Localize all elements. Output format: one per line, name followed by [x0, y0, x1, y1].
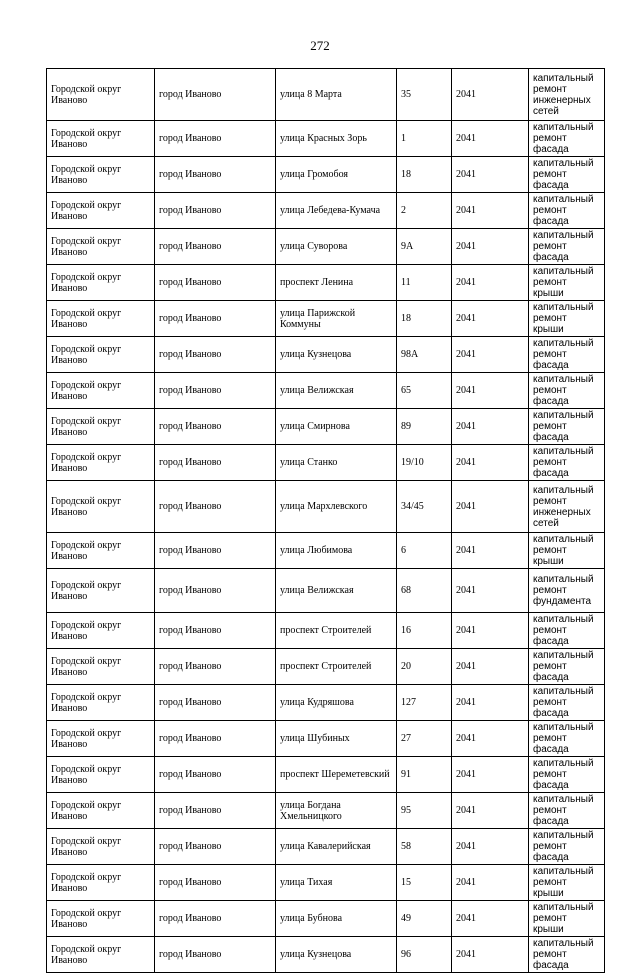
- house-number-cell: 89: [397, 409, 452, 445]
- repair-schedule-table: [46, 68, 605, 973]
- year-cell: 2041: [452, 193, 529, 229]
- city-cell: город Иваново: [155, 301, 276, 337]
- city-cell: город Иваново: [155, 265, 276, 301]
- table-row: [47, 685, 605, 721]
- year-cell: 2041: [452, 265, 529, 301]
- table-row: [47, 829, 605, 865]
- year-cell: 2041: [452, 757, 529, 793]
- table-row: [47, 481, 605, 533]
- table-row: [47, 757, 605, 793]
- street-cell: проспект Шереметевский: [276, 757, 397, 793]
- house-number-cell: 96: [397, 937, 452, 973]
- street-cell: улица Бубнова: [276, 901, 397, 937]
- year-cell: 2041: [452, 409, 529, 445]
- street-cell: улица Кавалерийская: [276, 829, 397, 865]
- year-cell: 2041: [452, 829, 529, 865]
- street-cell: улица Красных Зорь: [276, 121, 397, 157]
- year-cell: 2041: [452, 533, 529, 569]
- year-cell: 2041: [452, 337, 529, 373]
- work-type-cell: капитальный ремонт фасада: [529, 793, 605, 829]
- municipality-cell: Городской округ Иваново: [47, 445, 155, 481]
- municipality-cell: Городской округ Иваново: [47, 265, 155, 301]
- work-type-cell: капитальный ремонт крыши: [529, 865, 605, 901]
- house-number-cell: 49: [397, 901, 452, 937]
- municipality-cell: Городской округ Иваново: [47, 937, 155, 973]
- year-cell: 2041: [452, 721, 529, 757]
- city-cell: город Иваново: [155, 193, 276, 229]
- municipality-cell: Городской округ Иваново: [47, 533, 155, 569]
- house-number-cell: 34/45: [397, 481, 452, 533]
- table-row: [47, 533, 605, 569]
- year-cell: 2041: [452, 613, 529, 649]
- street-cell: улица Мархлевского: [276, 481, 397, 533]
- street-cell: улица Велижская: [276, 569, 397, 613]
- table-row: [47, 409, 605, 445]
- work-type-cell: капитальный ремонт фасада: [529, 409, 605, 445]
- municipality-cell: Городской округ Иваново: [47, 901, 155, 937]
- work-type-cell: капитальный ремонт фасада: [529, 937, 605, 973]
- table-row: [47, 865, 605, 901]
- street-cell: улица Станко: [276, 445, 397, 481]
- work-type-cell: капитальный ремонт крыши: [529, 533, 605, 569]
- municipality-cell: Городской округ Иваново: [47, 649, 155, 685]
- city-cell: город Иваново: [155, 757, 276, 793]
- work-type-cell: капитальный ремонт крыши: [529, 301, 605, 337]
- house-number-cell: 65: [397, 373, 452, 409]
- table-row: [47, 721, 605, 757]
- street-cell: улица Кузнецова: [276, 337, 397, 373]
- municipality-cell: Городской округ Иваново: [47, 373, 155, 409]
- work-type-cell: капитальный ремонт фасада: [529, 193, 605, 229]
- municipality-cell: Городской округ Иваново: [47, 613, 155, 649]
- city-cell: город Иваново: [155, 829, 276, 865]
- street-cell: улица 8 Марта: [276, 69, 397, 121]
- house-number-cell: 9А: [397, 229, 452, 265]
- work-type-cell: капитальный ремонт фасада: [529, 373, 605, 409]
- table-row: [47, 613, 605, 649]
- house-number-cell: 58: [397, 829, 452, 865]
- municipality-cell: Городской округ Иваново: [47, 757, 155, 793]
- year-cell: 2041: [452, 157, 529, 193]
- city-cell: город Иваново: [155, 157, 276, 193]
- work-type-cell: капитальный ремонт фасада: [529, 757, 605, 793]
- year-cell: 2041: [452, 569, 529, 613]
- street-cell: улица Лебедева-Кумача: [276, 193, 397, 229]
- municipality-cell: Городской округ Иваново: [47, 337, 155, 373]
- street-cell: улица Парижской Коммуны: [276, 301, 397, 337]
- year-cell: 2041: [452, 481, 529, 533]
- table-row: [47, 193, 605, 229]
- municipality-cell: Городской округ Иваново: [47, 193, 155, 229]
- city-cell: город Иваново: [155, 69, 276, 121]
- house-number-cell: 68: [397, 569, 452, 613]
- municipality-cell: Городской округ Иваново: [47, 721, 155, 757]
- year-cell: 2041: [452, 373, 529, 409]
- city-cell: город Иваново: [155, 793, 276, 829]
- city-cell: город Иваново: [155, 481, 276, 533]
- house-number-cell: 6: [397, 533, 452, 569]
- city-cell: город Иваново: [155, 685, 276, 721]
- table-row: [47, 69, 605, 121]
- house-number-cell: 15: [397, 865, 452, 901]
- work-type-cell: капитальный ремонт фасада: [529, 445, 605, 481]
- house-number-cell: 19/10: [397, 445, 452, 481]
- street-cell: улица Громобоя: [276, 157, 397, 193]
- city-cell: город Иваново: [155, 533, 276, 569]
- table-row: [47, 569, 605, 613]
- house-number-cell: 1: [397, 121, 452, 157]
- work-type-cell: капитальный ремонт фундамента: [529, 569, 605, 613]
- street-cell: улица Богдана Хмельницкого: [276, 793, 397, 829]
- municipality-cell: Городской округ Иваново: [47, 409, 155, 445]
- street-cell: улица Суворова: [276, 229, 397, 265]
- municipality-cell: Городской округ Иваново: [47, 229, 155, 265]
- municipality-cell: Городской округ Иваново: [47, 685, 155, 721]
- year-cell: 2041: [452, 685, 529, 721]
- street-cell: проспект Ленина: [276, 265, 397, 301]
- municipality-cell: Городской округ Иваново: [47, 481, 155, 533]
- municipality-cell: Городской округ Иваново: [47, 69, 155, 121]
- work-type-cell: капитальный ремонт фасада: [529, 613, 605, 649]
- city-cell: город Иваново: [155, 649, 276, 685]
- street-cell: улица Кузнецова: [276, 937, 397, 973]
- table-row: [47, 937, 605, 973]
- year-cell: 2041: [452, 901, 529, 937]
- city-cell: город Иваново: [155, 373, 276, 409]
- table-row: [47, 157, 605, 193]
- municipality-cell: Городской округ Иваново: [47, 157, 155, 193]
- street-cell: улица Шубиных: [276, 721, 397, 757]
- city-cell: город Иваново: [155, 937, 276, 973]
- street-cell: улица Кудряшова: [276, 685, 397, 721]
- table-row: [47, 445, 605, 481]
- table-row: [47, 373, 605, 409]
- table-row: [47, 301, 605, 337]
- municipality-cell: Городской округ Иваново: [47, 121, 155, 157]
- table-row: [47, 649, 605, 685]
- city-cell: город Иваново: [155, 613, 276, 649]
- work-type-cell: капитальный ремонт фасада: [529, 829, 605, 865]
- work-type-cell: капитальный ремонт инженерных сетей: [529, 481, 605, 533]
- city-cell: город Иваново: [155, 229, 276, 265]
- year-cell: 2041: [452, 445, 529, 481]
- year-cell: 2041: [452, 301, 529, 337]
- city-cell: город Иваново: [155, 445, 276, 481]
- city-cell: город Иваново: [155, 901, 276, 937]
- city-cell: город Иваново: [155, 409, 276, 445]
- work-type-cell: капитальный ремонт фасада: [529, 229, 605, 265]
- street-cell: улица Любимова: [276, 533, 397, 569]
- street-cell: улица Смирнова: [276, 409, 397, 445]
- house-number-cell: 18: [397, 157, 452, 193]
- city-cell: город Иваново: [155, 721, 276, 757]
- year-cell: 2041: [452, 937, 529, 973]
- city-cell: город Иваново: [155, 121, 276, 157]
- year-cell: 2041: [452, 649, 529, 685]
- house-number-cell: 35: [397, 69, 452, 121]
- street-cell: улица Велижская: [276, 373, 397, 409]
- house-number-cell: 16: [397, 613, 452, 649]
- street-cell: проспект Строителей: [276, 613, 397, 649]
- house-number-cell: 11: [397, 265, 452, 301]
- house-number-cell: 2: [397, 193, 452, 229]
- table-row: [47, 121, 605, 157]
- house-number-cell: 95: [397, 793, 452, 829]
- work-type-cell: капитальный ремонт фасада: [529, 337, 605, 373]
- year-cell: 2041: [452, 793, 529, 829]
- year-cell: 2041: [452, 121, 529, 157]
- house-number-cell: 27: [397, 721, 452, 757]
- year-cell: 2041: [452, 865, 529, 901]
- municipality-cell: Городской округ Иваново: [47, 569, 155, 613]
- work-type-cell: капитальный ремонт фасада: [529, 157, 605, 193]
- house-number-cell: 127: [397, 685, 452, 721]
- work-type-cell: капитальный ремонт инженерных сетей: [529, 69, 605, 121]
- municipality-cell: Городской округ Иваново: [47, 829, 155, 865]
- work-type-cell: капитальный ремонт фасада: [529, 685, 605, 721]
- house-number-cell: 18: [397, 301, 452, 337]
- city-cell: город Иваново: [155, 337, 276, 373]
- city-cell: город Иваново: [155, 865, 276, 901]
- table-row: [47, 229, 605, 265]
- work-type-cell: капитальный ремонт фасада: [529, 721, 605, 757]
- page-number: 272: [310, 38, 330, 53]
- year-cell: 2041: [452, 229, 529, 265]
- street-cell: проспект Строителей: [276, 649, 397, 685]
- city-cell: город Иваново: [155, 569, 276, 613]
- municipality-cell: Городской округ Иваново: [47, 301, 155, 337]
- table-row: [47, 901, 605, 937]
- house-number-cell: 20: [397, 649, 452, 685]
- municipality-cell: Городской округ Иваново: [47, 793, 155, 829]
- work-type-cell: капитальный ремонт крыши: [529, 901, 605, 937]
- table-row: [47, 265, 605, 301]
- house-number-cell: 91: [397, 757, 452, 793]
- year-cell: 2041: [452, 69, 529, 121]
- work-type-cell: капитальный ремонт фасада: [529, 121, 605, 157]
- work-type-cell: капитальный ремонт фасада: [529, 649, 605, 685]
- table-row: [47, 793, 605, 829]
- table-body: [47, 69, 605, 973]
- municipality-cell: Городской округ Иваново: [47, 865, 155, 901]
- table-row: [47, 337, 605, 373]
- street-cell: улица Тихая: [276, 865, 397, 901]
- work-type-cell: капитальный ремонт крыши: [529, 265, 605, 301]
- house-number-cell: 98А: [397, 337, 452, 373]
